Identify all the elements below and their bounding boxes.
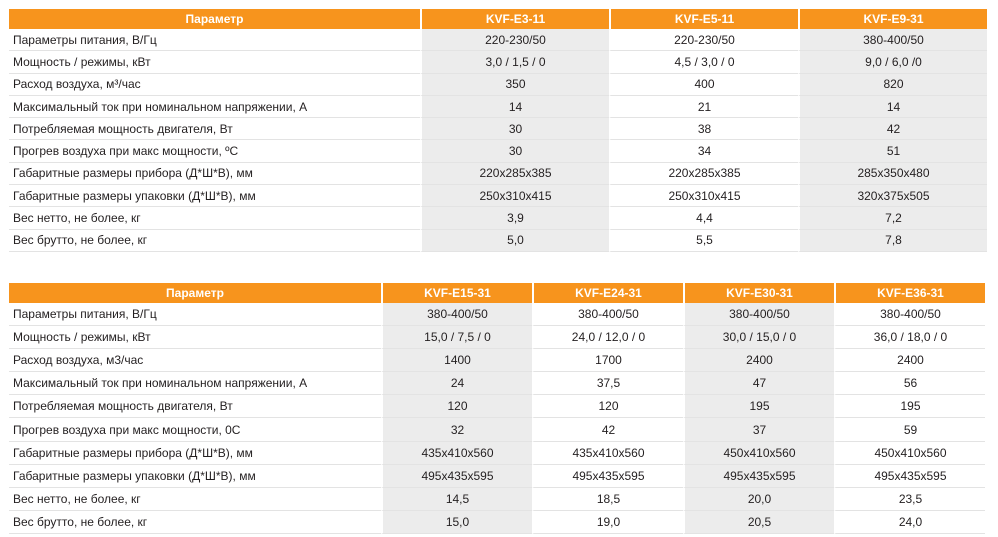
value-cell: 320x375x505 xyxy=(798,185,987,207)
column-header-parameter: Параметр xyxy=(9,283,381,303)
column-header-parameter: Параметр xyxy=(9,9,420,29)
value-cell: 435x410x560 xyxy=(532,442,683,465)
value-cell: 380-400/50 xyxy=(381,303,532,326)
value-cell: 120 xyxy=(381,395,532,418)
value-cell: 220x285x385 xyxy=(420,163,609,185)
value-cell: 30,0 / 15,0 / 0 xyxy=(683,326,834,349)
value-cell: 380-400/50 xyxy=(532,303,683,326)
table-row xyxy=(9,74,987,96)
value-cell: 19,0 xyxy=(532,511,683,534)
value-cell: 20,0 xyxy=(683,488,834,511)
table-row xyxy=(9,349,985,372)
value-cell: 14 xyxy=(420,96,609,118)
value-cell: 37,5 xyxy=(532,372,683,395)
row-label: Вес брутто, не более, кг xyxy=(9,230,420,252)
value-cell: 14 xyxy=(798,96,987,118)
value-cell: 495x435x595 xyxy=(683,465,834,488)
value-cell: 495x435x595 xyxy=(381,465,532,488)
value-cell: 51 xyxy=(798,140,987,162)
table-row xyxy=(9,488,985,511)
table-row xyxy=(9,163,987,185)
table-row xyxy=(9,29,987,51)
table-row xyxy=(9,118,987,140)
value-cell: 18,5 xyxy=(532,488,683,511)
value-cell: 24,0 xyxy=(834,511,985,534)
value-cell: 1400 xyxy=(381,349,532,372)
value-cell: 2400 xyxy=(834,349,985,372)
value-cell: 7,2 xyxy=(798,207,987,229)
value-cell: 9,0 / 6,0 /0 xyxy=(798,51,987,73)
row-label: Габаритные размеры прибора (Д*Ш*В), мм xyxy=(9,442,381,465)
column-header-model: KVF-E24-31 xyxy=(532,283,683,303)
value-cell: 37 xyxy=(683,418,834,441)
value-cell: 120 xyxy=(532,395,683,418)
row-label: Прогрев воздуха при макс мощности, ºС xyxy=(9,140,420,162)
value-cell: 20,5 xyxy=(683,511,834,534)
row-label: Прогрев воздуха при макс мощности, 0С xyxy=(9,418,381,441)
value-cell: 47 xyxy=(683,372,834,395)
value-cell: 350 xyxy=(420,74,609,96)
value-cell: 380-400/50 xyxy=(834,303,985,326)
value-cell: 380-400/50 xyxy=(683,303,834,326)
table-row xyxy=(9,230,987,252)
table-row xyxy=(9,372,985,395)
table-row xyxy=(9,418,985,441)
row-label: Габаритные размеры упаковки (Д*Ш*В), мм xyxy=(9,465,381,488)
table-row xyxy=(9,140,987,162)
row-label: Потребляемая мощность двигателя, Вт xyxy=(9,395,381,418)
row-label: Расход воздуха, м3/час xyxy=(9,349,381,372)
row-label: Мощность / режимы, кВт xyxy=(9,326,381,349)
value-cell: 250x310x415 xyxy=(609,185,798,207)
row-label: Мощность / режимы, кВт xyxy=(9,51,420,73)
table-row xyxy=(9,395,985,418)
table-row xyxy=(9,511,985,534)
value-cell: 23,5 xyxy=(834,488,985,511)
value-cell: 250x310x415 xyxy=(420,185,609,207)
value-cell: 400 xyxy=(609,74,798,96)
column-header-model: KVF-E15-31 xyxy=(381,283,532,303)
value-cell: 30 xyxy=(420,118,609,140)
table-row xyxy=(9,96,987,118)
value-cell: 450x410x560 xyxy=(834,442,985,465)
table-row xyxy=(9,442,985,465)
row-label: Габаритные размеры прибора (Д*Ш*В), мм xyxy=(9,163,420,185)
value-cell: 285x350x480 xyxy=(798,163,987,185)
value-cell: 7,8 xyxy=(798,230,987,252)
value-cell: 3,0 / 1,5 / 0 xyxy=(420,51,609,73)
value-cell: 36,0 / 18,0 / 0 xyxy=(834,326,985,349)
value-cell: 34 xyxy=(609,140,798,162)
row-label: Вес брутто, не более, кг xyxy=(9,511,381,534)
spec-table-2 xyxy=(9,283,985,534)
table-row xyxy=(9,465,985,488)
column-header-model: KVF-E9-31 xyxy=(798,9,987,29)
value-cell: 220-230/50 xyxy=(420,29,609,51)
value-cell: 4,5 / 3,0 / 0 xyxy=(609,51,798,73)
value-cell: 195 xyxy=(834,395,985,418)
table-row xyxy=(9,207,987,229)
table-row xyxy=(9,326,985,349)
column-header-model: KVF-E5-11 xyxy=(609,9,798,29)
table-row xyxy=(9,51,987,73)
value-cell: 220-230/50 xyxy=(609,29,798,51)
value-cell: 4,4 xyxy=(609,207,798,229)
value-cell: 5,5 xyxy=(609,230,798,252)
value-cell: 220x285x385 xyxy=(609,163,798,185)
value-cell: 32 xyxy=(381,418,532,441)
value-cell: 15,0 xyxy=(381,511,532,534)
value-cell: 195 xyxy=(683,395,834,418)
value-cell: 15,0 / 7,5 / 0 xyxy=(381,326,532,349)
row-label: Расход воздуха, м³/час xyxy=(9,74,420,96)
value-cell: 14,5 xyxy=(381,488,532,511)
spec-table-1 xyxy=(9,9,987,252)
value-cell: 435x410x560 xyxy=(381,442,532,465)
value-cell: 380-400/50 xyxy=(798,29,987,51)
table-header xyxy=(9,9,987,29)
row-label: Вес нетто, не более, кг xyxy=(9,488,381,511)
row-label: Габаритные размеры упаковки (Д*Ш*В), мм xyxy=(9,185,420,207)
value-cell: 820 xyxy=(798,74,987,96)
value-cell: 59 xyxy=(834,418,985,441)
row-label: Параметры питания, В/Гц xyxy=(9,29,420,51)
row-label: Параметры питания, В/Гц xyxy=(9,303,381,326)
value-cell: 30 xyxy=(420,140,609,162)
value-cell: 5,0 xyxy=(420,230,609,252)
table-row xyxy=(9,185,987,207)
column-header-model: KVF-E3-11 xyxy=(420,9,609,29)
value-cell: 2400 xyxy=(683,349,834,372)
table-header xyxy=(9,283,985,303)
table-row xyxy=(9,303,985,326)
value-cell: 24 xyxy=(381,372,532,395)
value-cell: 42 xyxy=(532,418,683,441)
value-cell: 38 xyxy=(609,118,798,140)
value-cell: 3,9 xyxy=(420,207,609,229)
row-label: Максимальный ток при номинальном напряжении, А xyxy=(9,96,420,118)
row-label: Вес нетто, не более, кг xyxy=(9,207,420,229)
value-cell: 1700 xyxy=(532,349,683,372)
value-cell: 495x435x595 xyxy=(834,465,985,488)
column-header-model: KVF-E30-31 xyxy=(683,283,834,303)
value-cell: 56 xyxy=(834,372,985,395)
value-cell: 21 xyxy=(609,96,798,118)
value-cell: 24,0 / 12,0 / 0 xyxy=(532,326,683,349)
row-label: Максимальный ток при номинальном напряжении, А xyxy=(9,372,381,395)
value-cell: 42 xyxy=(798,118,987,140)
value-cell: 495x435x595 xyxy=(532,465,683,488)
value-cell: 450x410x560 xyxy=(683,442,834,465)
column-header-model: KVF-E36-31 xyxy=(834,283,985,303)
row-label: Потребляемая мощность двигателя, Вт xyxy=(9,118,420,140)
